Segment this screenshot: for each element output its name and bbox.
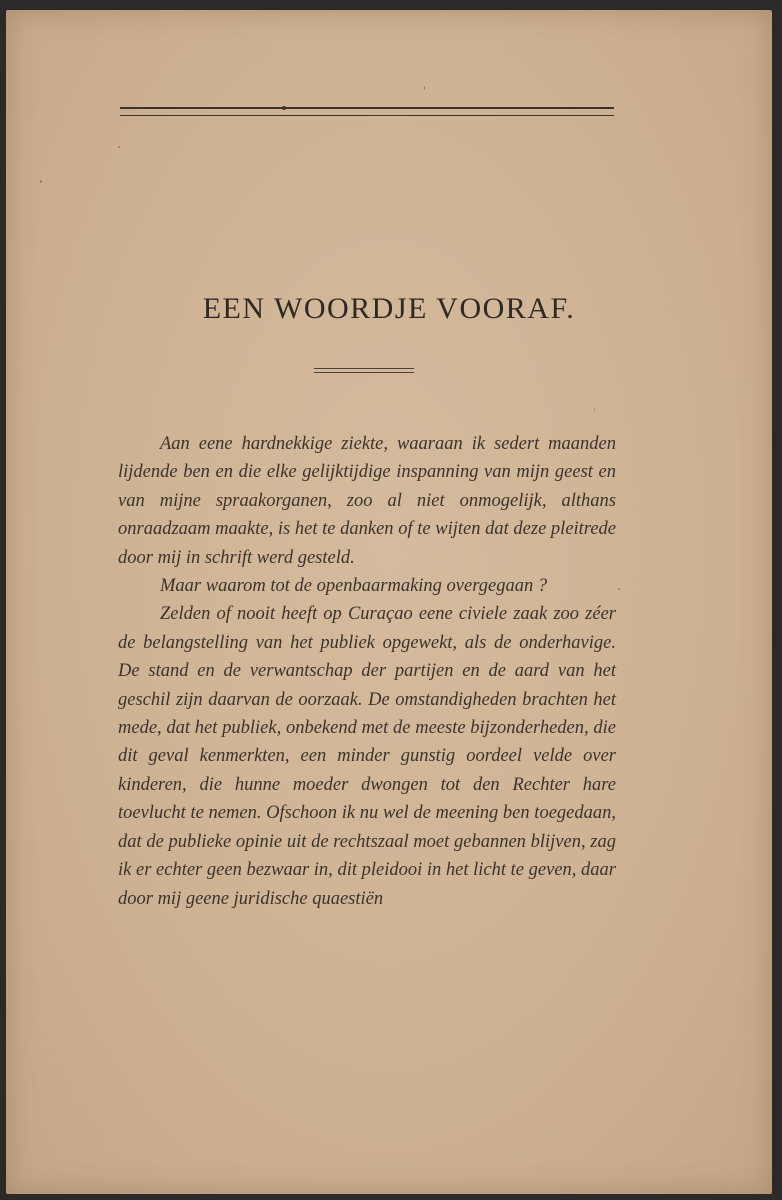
book-page: [6, 10, 772, 1194]
paragraph: Aan eene hardnekkige ziekte, waaraan ik sedert maanden lijdende ben en die elke gelijktijdige inspanning van mijn geest en van mijne spraakorganen, zoo al niet onmogelijk, althans onraadzaam maakte, is het te danken of te wijten dat deze pleitrede door mij in schrift werd gesteld.: [118, 434, 616, 568]
body-text: [118, 430, 616, 913]
paragraph: Zelden of nooit heeft op Curaçao eene civiele zaak zoo zéer de belangstelling van het publiek opgewekt, als de onderhavige. De stand en de verwantschap der partijen en de aard van het geschil zijn daarvan de oorzaak. De omstandigheden brachten het mede, dat het publiek, onbekend met de meeste bijzonderheden, die dit geval kenmerkten, een minder gunstig oordeel velde over kinderen, die hunne moeder dwongen tot den Rechter hare toevlucht te nemen. Ofschoon ik nu wel de meening ben toegedaan, dat de publieke opinie uit de rechtszaal moet gebannen blijven, zag ik er echter geen bezwaar in, dit pleidooi in het licht te geven, daar door mij geene juridische quaestiën: [118, 604, 616, 909]
top-ornamental-rule: [120, 107, 614, 116]
paragraph: Maar waarom tot de openbaarmaking overgegaan ?: [160, 576, 548, 597]
heading-divider: [314, 368, 414, 373]
chapter-heading: EEN WOORDJE VOORAF.: [202, 292, 576, 325]
